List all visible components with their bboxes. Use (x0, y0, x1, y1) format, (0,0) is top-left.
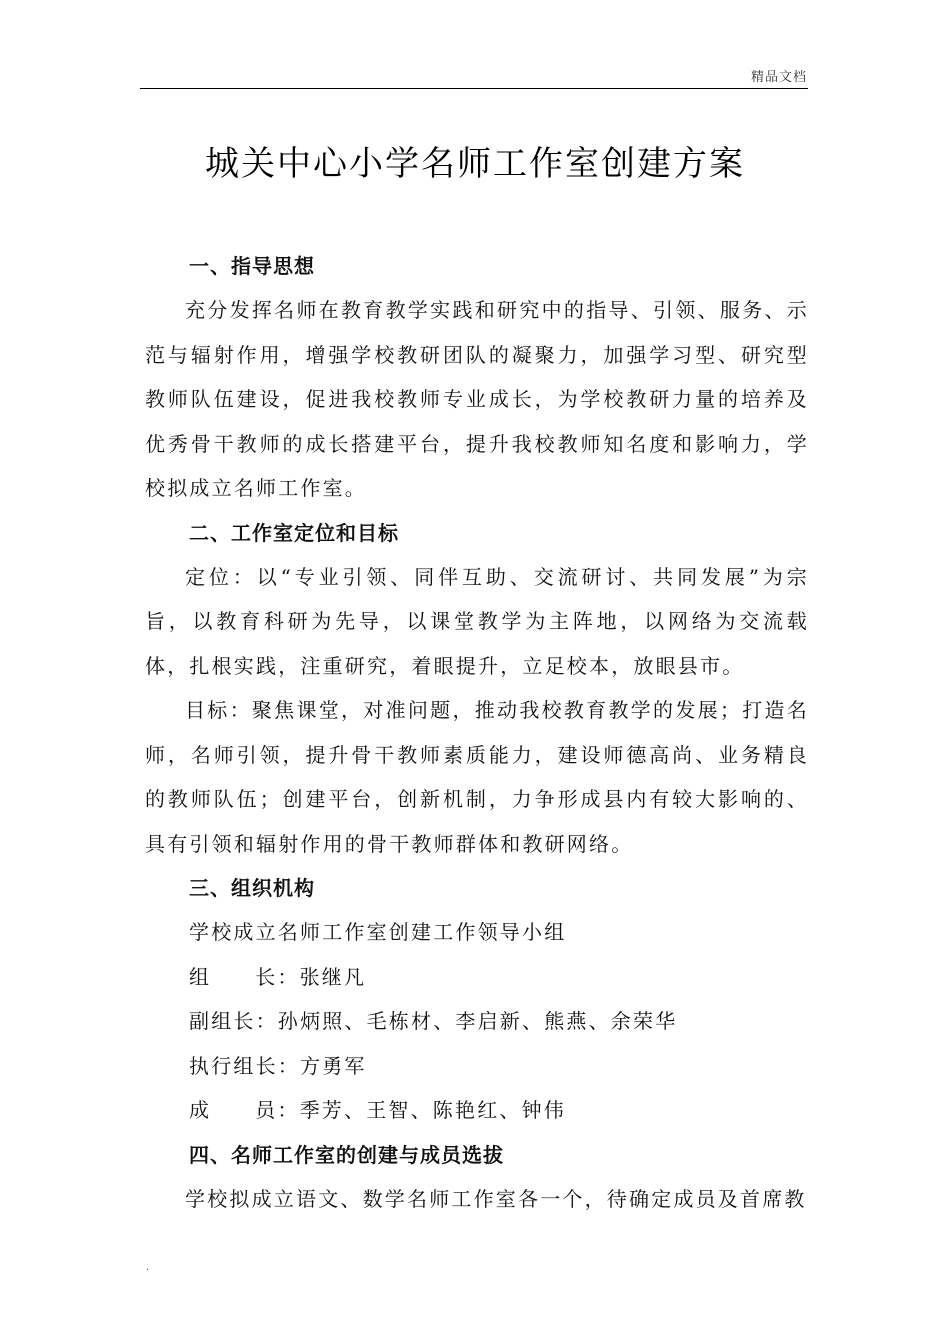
section-2-positioning: 定位：以“专业引领、同伴互助、交流研讨、共同发展”为宗旨，以教育科研为先导，以课堂教学为主阵地，以网络为交流载体，扎根实践，注重研究，着眼提升，立足校本，放眼县市。 (145, 564, 809, 678)
page-header-label: 精品文档 (750, 70, 807, 85)
document-body (145, 244, 809, 1221)
section-heading-2: 二、工作室定位和目标 (189, 520, 399, 545)
header-rule (140, 88, 808, 89)
members-label-first: 成 (189, 1098, 212, 1122)
members-line (145, 1088, 809, 1133)
leader-label-rest: 长：张继凡 (255, 964, 367, 989)
leader-label-first: 组 (189, 964, 212, 989)
members-label-rest: 员：季芳、王智、陈艳红、钟伟 (255, 1098, 567, 1122)
section-3-intro: 学校成立名师工作室创建工作领导小组 (189, 920, 567, 944)
deputy-line: 副组长：孙炳照、毛栋材、李启新、熊燕、余荣华 (189, 1009, 678, 1033)
section-heading-4: 四、名师工作室的创建与成员选拔 (189, 1142, 504, 1167)
leader-line (145, 955, 809, 1000)
section-heading-1: 一、指导思想 (189, 254, 315, 278)
section-1-paragraph: 充分发挥名师在教育教学实践和研究中的指导、引领、服务、示范与辐射作用，增强学校教研团队的凝聚力，加强学习型、研究型教师队伍建设，促进我校教师专业成长，为学校教研力量的培养及优秀骨干教师的成长搭建平台，提升我校教师知名度和影响力，学校拟成立名师工作室。 (145, 298, 809, 500)
section-4-paragraph: 学校拟成立语文、数学名师工作室各一个，待确定成员及首席教 (185, 1186, 807, 1211)
section-2-goals: 目标：聚焦课堂，对准问题，推动我校教育教学的发展；打造名师，名师引领，提升骨干教师素质能力，建设师德高尚、业务精良的教师队伍；创建平台，创新机制，力争形成县内有较大影响的、具有引领和辐射作用的骨干教师群体和教研网络。 (145, 698, 809, 856)
section-heading-3: 三、组织机构 (189, 876, 315, 900)
executive-leader-line: 执行组长：方勇军 (189, 1053, 367, 1078)
footer-mark: . (146, 1262, 150, 1273)
document-title: 城关中心小学名师工作室创建方案 (205, 144, 745, 184)
